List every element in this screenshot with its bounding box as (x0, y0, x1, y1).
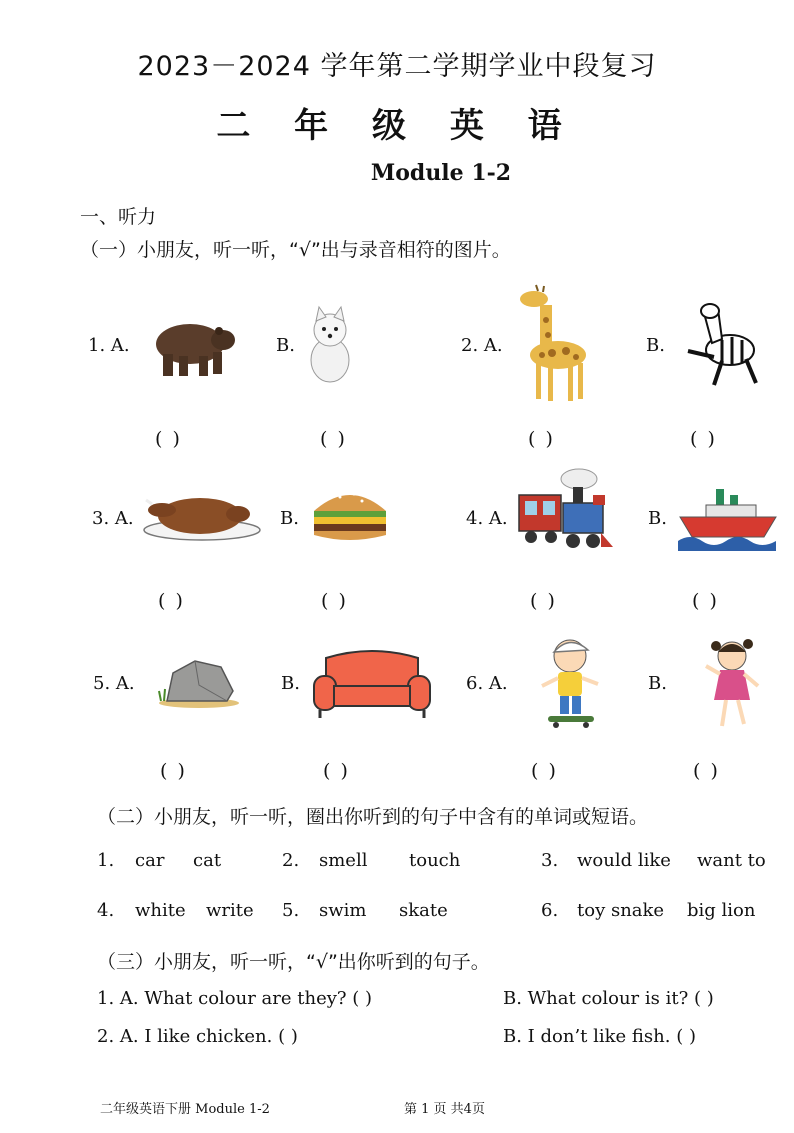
question-2-b-label: B. (646, 335, 665, 356)
answer-blank-2b[interactable]: ( ) (690, 428, 717, 450)
part2-item-1-num: 1. (97, 850, 115, 871)
question-5-b-label: B. (281, 673, 300, 694)
part2-item-5-num: 5. (282, 900, 300, 921)
answer-blank-5a[interactable]: ( ) (160, 760, 187, 782)
zebra-picture (682, 295, 762, 390)
question-6-label: 6. A. (466, 673, 508, 694)
answer-blank-3a[interactable]: ( ) (158, 590, 185, 612)
question-1-label: 1. A. (88, 335, 130, 356)
part2-item-5-option-1[interactable]: swim (319, 900, 367, 921)
stone-picture (155, 655, 240, 710)
bear-picture (145, 310, 235, 380)
exam-title: 2023－2024 学年第二学期学业中段复习 (137, 51, 657, 82)
answer-blank-3b[interactable]: ( ) (321, 590, 348, 612)
sofa-picture (312, 648, 432, 720)
part2-item-6-option-1[interactable]: toy snake (577, 900, 665, 921)
girl-dancing-picture (700, 630, 765, 740)
hamburger-picture (310, 485, 390, 543)
answer-blank-6a[interactable]: ( ) (531, 760, 558, 782)
question-5-label: 5. A. (93, 673, 135, 694)
section-heading-listening: 一、听力 (80, 206, 157, 228)
roast-chicken-picture (142, 490, 262, 545)
white-dog-picture (305, 305, 355, 385)
part2-item-2-num: 2. (282, 850, 300, 871)
ship-picture (676, 485, 781, 555)
part2-item-3-option-1[interactable]: would like (577, 850, 671, 871)
part2-item-6-num: 6. (541, 900, 559, 921)
part2-item-4-option-1[interactable]: white (135, 900, 186, 921)
part2-instruction: （二）小朋友，听一听，圈出你听到的句子中含有的单词或短语。 (97, 806, 649, 828)
answer-blank-6b[interactable]: ( ) (693, 760, 720, 782)
module-title: Module 1-2 (370, 160, 512, 186)
part2-item-5-option-2[interactable]: skate (399, 900, 448, 921)
boy-skating-picture (538, 632, 608, 732)
part2-item-4-option-2[interactable]: write (206, 900, 254, 921)
part2-item-2-option-1[interactable]: smell (319, 850, 368, 871)
answer-blank-2a[interactable]: ( ) (528, 428, 555, 450)
question-6-b-label: B. (648, 673, 667, 694)
part2-item-3-option-2[interactable]: want to (697, 850, 766, 871)
giraffe-picture (512, 285, 592, 405)
part2-item-6-option-2[interactable]: big lion (687, 900, 756, 921)
part2-item-3-num: 3. (541, 850, 559, 871)
footer-page-number: 第 1 页 共4页 (404, 1102, 485, 1117)
part3-item-2-a[interactable]: 2. A. I like chicken. ( ) (97, 1026, 298, 1047)
part2-item-1-option-2[interactable]: cat (193, 850, 222, 871)
part2-item-1-option-1[interactable]: car (135, 850, 165, 871)
part2-item-4-num: 4. (97, 900, 115, 921)
answer-blank-1b[interactable]: ( ) (320, 428, 347, 450)
answer-blank-4b[interactable]: ( ) (692, 590, 719, 612)
question-4-label: 4. A. (466, 508, 508, 529)
answer-blank-1a[interactable]: ( ) (155, 428, 182, 450)
question-3-b-label: B. (280, 508, 299, 529)
answer-blank-5b[interactable]: ( ) (323, 760, 350, 782)
part1-instruction: （一）小朋友，听一听，“√”出与录音相符的图片。 (80, 239, 511, 261)
part3-item-2-b[interactable]: B. I don’t like fish. ( ) (503, 1026, 696, 1047)
question-2-label: 2. A. (461, 335, 503, 356)
train-picture (515, 465, 615, 563)
question-4-b-label: B. (648, 508, 667, 529)
part3-item-1-a[interactable]: 1. A. What colour are they? ( ) (97, 988, 373, 1009)
question-1-b-label: B. (276, 335, 295, 356)
footer-book-info: 二年级英语下册 Module 1-2 (100, 1102, 270, 1117)
answer-blank-4a[interactable]: ( ) (530, 590, 557, 612)
part3-instruction: （三）小朋友，听一听，“√”出你听到的句子。 (97, 951, 490, 973)
exam-subject: 二 年 级 英 语 (216, 106, 578, 146)
part2-item-2-option-2[interactable]: touch (409, 850, 461, 871)
question-3-label: 3. A. (92, 508, 134, 529)
part3-item-1-b[interactable]: B. What colour is it? ( ) (503, 988, 714, 1009)
